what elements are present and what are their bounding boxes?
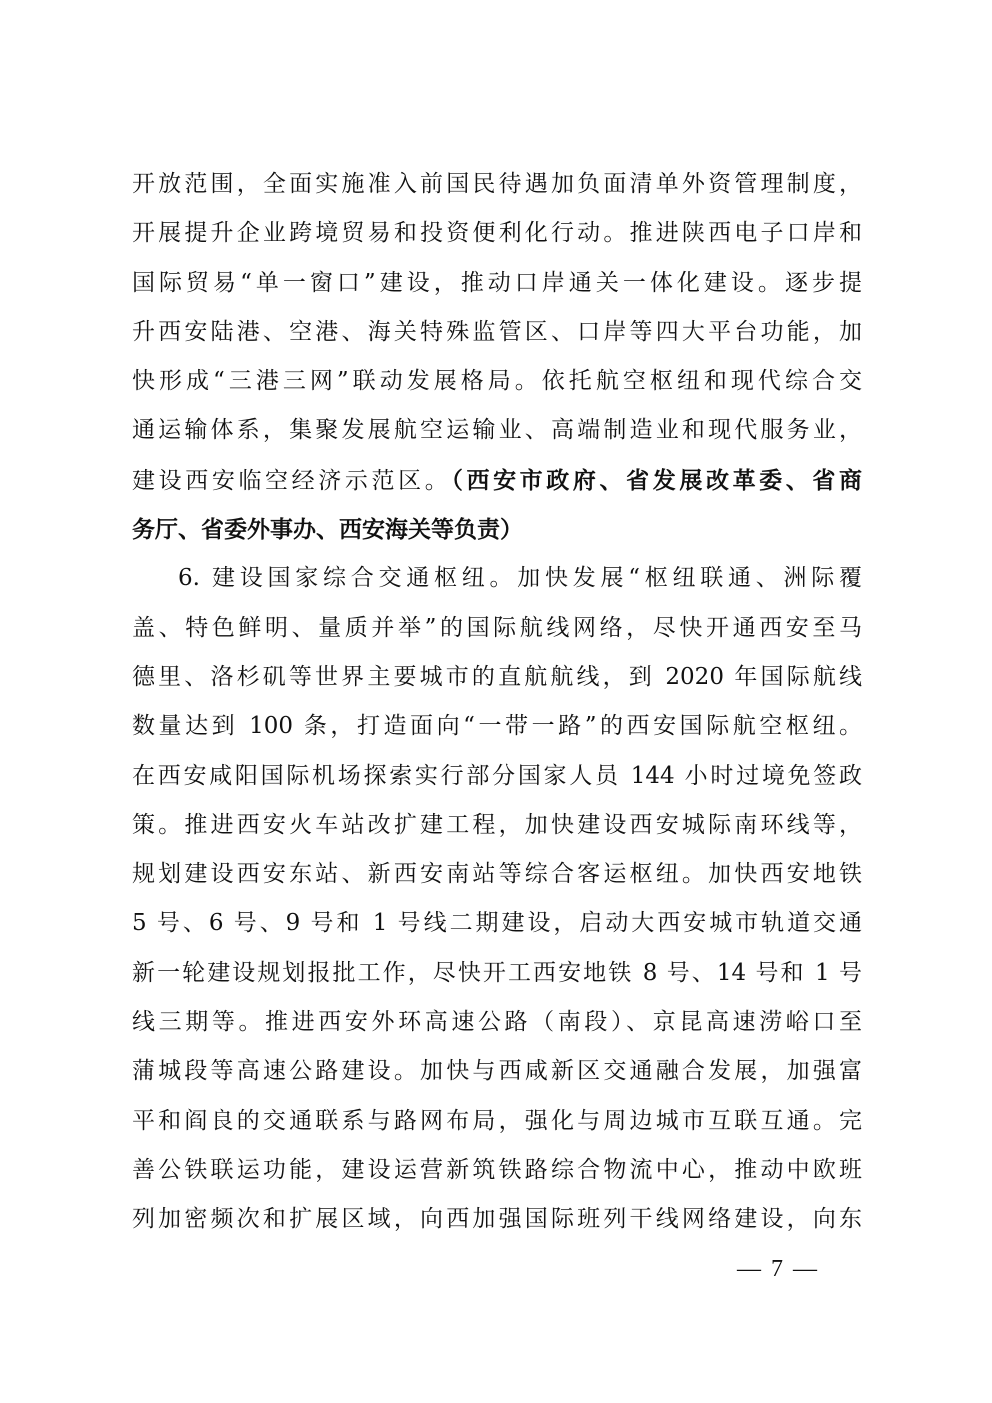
text-line: 通运输体系，集聚发展航空运输业、高端制造业和现代服务业， bbox=[132, 417, 862, 444]
text-line: 升西安陆港、空港、海关特殊监管区、口岸等四大平台功能，加 bbox=[132, 318, 862, 345]
text-line: 策。推进西安火车站改扩建工程，加快建设西安城际南环线等， bbox=[132, 811, 862, 838]
responsible-parties: （西安市政府、省发展改革委、省商 bbox=[451, 466, 863, 494]
text-line: 开展提升企业跨境贸易和投资便利化行动。推进陕西电子口岸和 bbox=[132, 220, 862, 247]
text-line: 建设西安临空经济示范区。（西安市政府、省发展改革委、省商 bbox=[132, 466, 863, 494]
section-heading-line: 6. 建设国家综合交通枢纽。加快发展“枢纽联通、洲际覆 bbox=[178, 565, 862, 592]
responsible-parties: 务厅、省委外事办、西安海关等负责） bbox=[132, 516, 523, 544]
text-line: 5 号、6 号、9 号和 1 号线二期建设，启动大西安城市轨道交通 bbox=[132, 910, 862, 937]
text-line: 国际贸易“单一窗口”建设，推动口岸通关一体化建设。逐步提 bbox=[132, 269, 862, 296]
text-line: 数量达到 100 条，打造面向“一带一路”的西安国际航空枢纽。 bbox=[132, 713, 862, 740]
text-line: 在西安咸阳国际机场探索实行部分国家人员 144 小时过境免签政 bbox=[132, 762, 862, 789]
text-line: 快形成“三港三网”联动发展格局。依托航空枢纽和现代综合交 bbox=[132, 368, 862, 395]
page-number: — 7 — bbox=[737, 1256, 819, 1282]
text-line: 列加密频次和扩展区域，向西加强国际班列干线网络建设，向东 bbox=[132, 1206, 862, 1233]
body-text bbox=[132, 160, 862, 1245]
text-line: 盖、特色鲜明、量质并举”的国际航线网络，尽快开通西安至马 bbox=[132, 614, 862, 641]
text-line: 平和阎良的交通联系与路网布局，强化与周边城市互联互通。完 bbox=[132, 1107, 862, 1134]
text-line: 蒲城段等高速公路建设。加快与西咸新区交通融合发展，加强富 bbox=[132, 1058, 862, 1085]
text-line: 开放范围，全面实施准入前国民待遇加负面清单外资管理制度， bbox=[132, 171, 862, 197]
text-line: 善公铁联运功能，建设运营新筑铁路综合物流中心，推动中欧班 bbox=[132, 1156, 862, 1183]
text-line: 规划建设西安东站、新西安南站等综合客运枢纽。加快西安地铁 bbox=[132, 861, 862, 888]
text-line: 德里、洛杉矶等世界主要城市的直航航线，到 2020 年国际航线 bbox=[132, 663, 862, 690]
text-line: 线三期等。推进西安外环高速公路（南段）、京昆高速涝峪口至 bbox=[132, 1009, 862, 1036]
text-line bbox=[132, 505, 862, 554]
text-line: 新一轮建设规划报批工作，尽快开工西安地铁 8 号、14 号和 1 号 bbox=[132, 959, 862, 986]
